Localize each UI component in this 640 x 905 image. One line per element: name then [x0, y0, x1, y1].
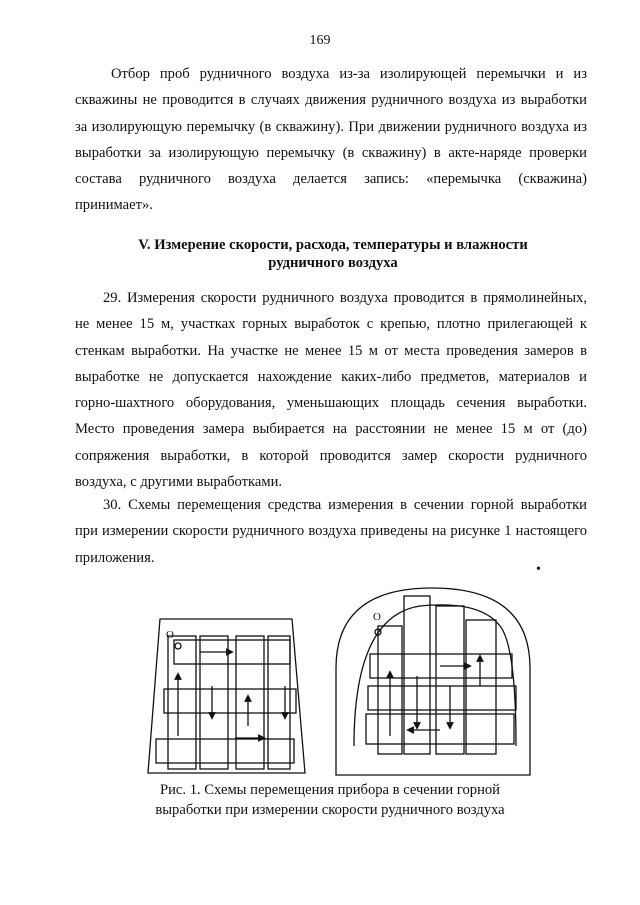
section-heading-line1: V. Измерение скорости, расхода, температуры и влажности [138, 237, 528, 253]
left-grid-col-2 [200, 636, 228, 769]
left-start-label: О [166, 629, 174, 641]
right-start-label: О [373, 611, 381, 623]
right-scheme [336, 588, 530, 775]
right-section-outline [336, 588, 530, 775]
stray-dot: • [536, 562, 541, 577]
paragraph-29: 29. Измерения скорости рудничного воздуха проводится в прямолинейных, не менее 15 м, участках горных выработок с крепью, плотно прилегающей к стенкам выработки. На участке не менее 15 м от места проведения замеров в выработке не допускается нахождение каких-либо предметов, материалов и горно-шахтного оборудования, уменьшающих площадь сечения выработки. Место проведения замера выбирается на расстоянии не менее 15 м от (до) сопряжения выработки, в которой проводится замер скорости рудничного воздуха, с другими выработками. [75, 290, 587, 491]
page-number: 169 [309, 33, 331, 48]
left-grid-col-3 [236, 636, 264, 769]
left-section-outline [148, 619, 305, 773]
section-heading [100, 236, 566, 272]
paragraph-30: 30. Схемы перемещения средства измерения в сечении горной выработки при измерении скорости рудничного воздуха приведены на рисунке 1 настоящего приложения. [75, 497, 587, 566]
left-grid-col-4 [268, 636, 290, 769]
left-grid-row-2 [164, 689, 296, 713]
figure-diagram [140, 586, 550, 778]
right-grid-col-4 [466, 620, 496, 754]
right-grid-col-3 [436, 606, 464, 754]
left-grid-col-1 [168, 636, 196, 769]
paragraph-sampling: Отбор проб рудничного воздуха из-за изолирующей перемычки и из скважины не проводится в случаях движения рудничного воздуха из выработки за изолирующую перемычку (в скважину). При движении рудничного воздуха из выработки за изолирующую перемычку (в скважину) в акте-наряде проверки состава рудничного воздуха делается запись: «перемычка (скважина) принимает». [75, 66, 587, 214]
section-heading-line2: рудничного воздуха [268, 255, 398, 271]
left-scheme [148, 619, 305, 773]
figure-caption-line2: выработки при измерении скорости рудничного воздуха [155, 802, 505, 818]
figure-caption [120, 780, 540, 820]
left-grid-row-3 [156, 739, 294, 763]
figure-1 [140, 586, 550, 778]
figure-caption-line1: Рис. 1. Схемы перемещения прибора в сечении горной [160, 782, 500, 798]
left-start-point [175, 643, 181, 649]
left-grid-row-1 [174, 640, 290, 664]
right-grid-row-3 [366, 714, 514, 744]
